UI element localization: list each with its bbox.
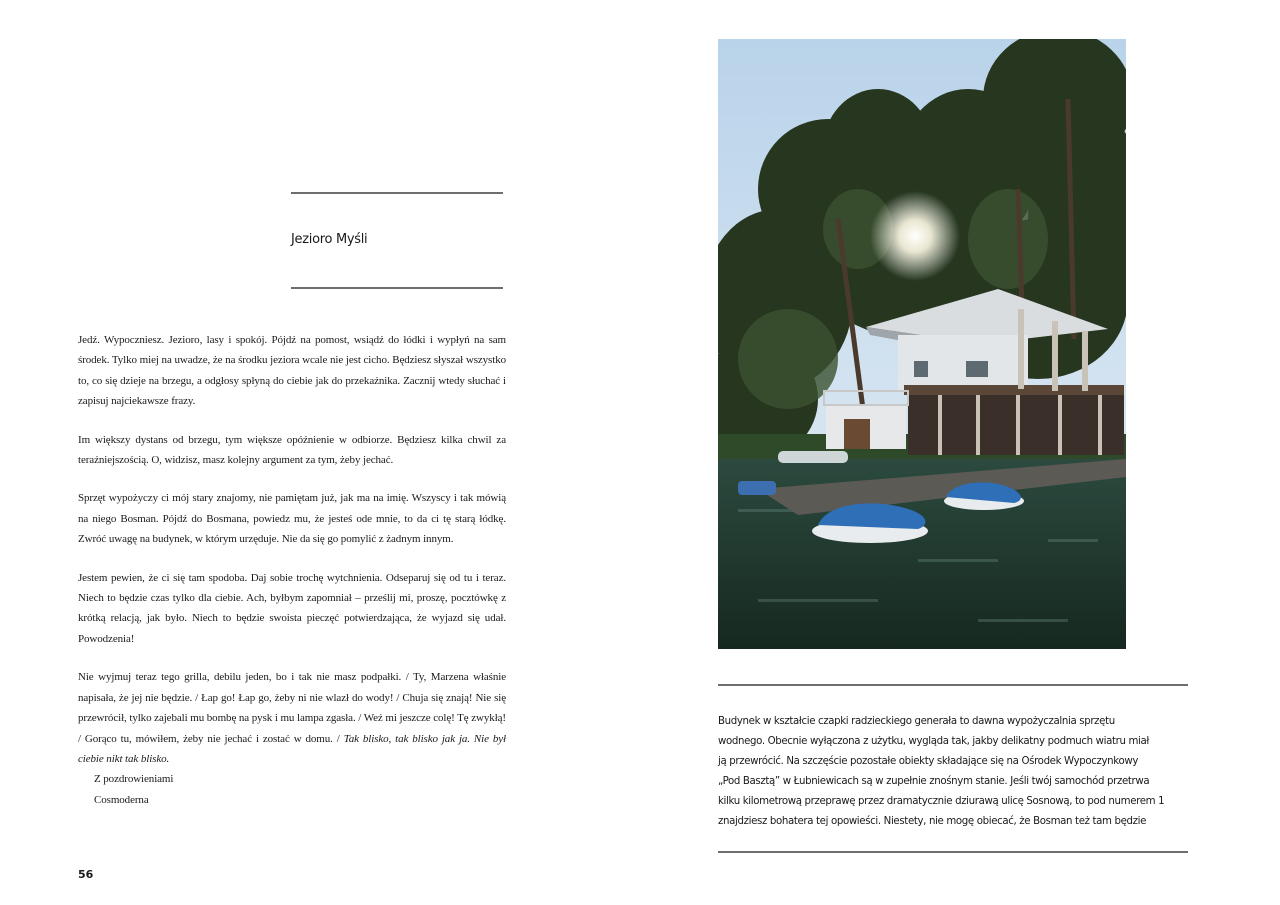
caption-line: znajdziesz bohatera tej opowieści. Niestety, nie mogę obiecać, że Bosman też tam będzie — [718, 816, 1147, 827]
lake-boathouse-photo — [718, 39, 1126, 649]
overheard-italic: Tak blisko, tak blisko jak ja. Nie był ciebie nikt tak blisko. — [78, 732, 506, 765]
caption-line: wodnego. Obecnie wyłączona z użytku, wygląda tak, jakby delikatny podmuch wiatru miał — [718, 736, 1149, 747]
photo-caption — [718, 712, 1218, 832]
caption-line: kilku kilometrową przeprawę przez dramatycznie dziurawą ulicę Sosnową, to pod numerem 1 — [718, 796, 1165, 807]
paragraph-3: Sprzęt wypożyczy ci mój stary znajomy, nie pamiętam już, jak ma na imię. Wszyscy i tak mówią na niego Bosman. Pójdź do Bosmana, powiedz mu, że jesteś ode mnie, to da ci tę starą łódkę. Zwróć uwagę na budynek, w którym urzęduje. Nie da się go pomylić z żadnym innym. — [78, 492, 506, 546]
paragraph-5 — [78, 667, 506, 769]
chapter-title: Jezioro Myśli — [291, 232, 368, 247]
overheard-phrases: Nie wyjmuj teraz tego grilla, debilu jeden, bo i tak nie masz podpałki. / Ty, Marzena właśnie napisała, że jej nie będzie. / Łap go! Łap go, żeby ni nie wlazł do wody! / Chuja się znają! Nie się przewrócił, tylko zajebali mu bombę na pysk i mu lampa zgasła. / Weź mi jeszcze colę! Tę zwykłą! / Gorąco tu, mówiłem, żeby nie jechać i zostać w domu. / — [78, 671, 506, 745]
letter-body — [78, 330, 506, 810]
caption-top-rule — [718, 684, 1188, 686]
page-number: 56 — [78, 868, 94, 881]
paragraph-4: Jestem pewien, że ci się tam spodoba. Daj sobie trochę wytchnienia. Odseparuj się od tu i teraz. Niech to będzie czas tylko dla ciebie. Ach, byłbym zapomniał – prześlij mi, proszę, pocztówkę z krótką relacją, jak było. Niech to będzie swoista pieczęć potwierdzająca, że wyjazd się udał. Powodzenia! — [78, 571, 506, 645]
caption-line: „Pod Basztą” w Łubniewicach są w zupełnie znośnym stanie. Jeśli twój samochód przetrwa — [718, 776, 1150, 787]
caption-line: ją przewrócić. Na szczęście pozostałe obiekty składające się na Ośrodek Wypoczynkowy — [718, 756, 1139, 767]
caption-line: Budynek w kształcie czapki radzieckiego generała to dawna wypożyczalnia sprzętu — [718, 716, 1115, 727]
title-top-rule — [291, 192, 503, 194]
paragraph-2: Im większy dystans od brzegu, tym większe opóźnienie w odbiorze. Będziesz kilka chwil za teraźniejszością. O, widzisz, masz kolejny argument za tym, żeby jechać. — [78, 433, 506, 467]
title-bottom-rule — [291, 287, 503, 289]
signature-greeting: Z pozdrowieniami — [94, 773, 174, 786]
caption-bottom-rule — [718, 851, 1188, 853]
paragraph-1: Jedź. Wypoczniesz. Jezioro, lasy i spokój. Pójdź na pomost, wsiądź do łódki i wypłyń na sam środek. Tylko miej na uwadze, że na środku jeziora wcale nie jest cicho. Będziesz słyszał wszystko to, co się dzieje na brzegu, a odgłosy spłyną do ciebie jak do przekaźnika. Zacznij wtedy słuchać i zapisuj najciekawsze frazy. — [78, 334, 506, 408]
signature-name: Cosmoderna — [94, 793, 149, 806]
